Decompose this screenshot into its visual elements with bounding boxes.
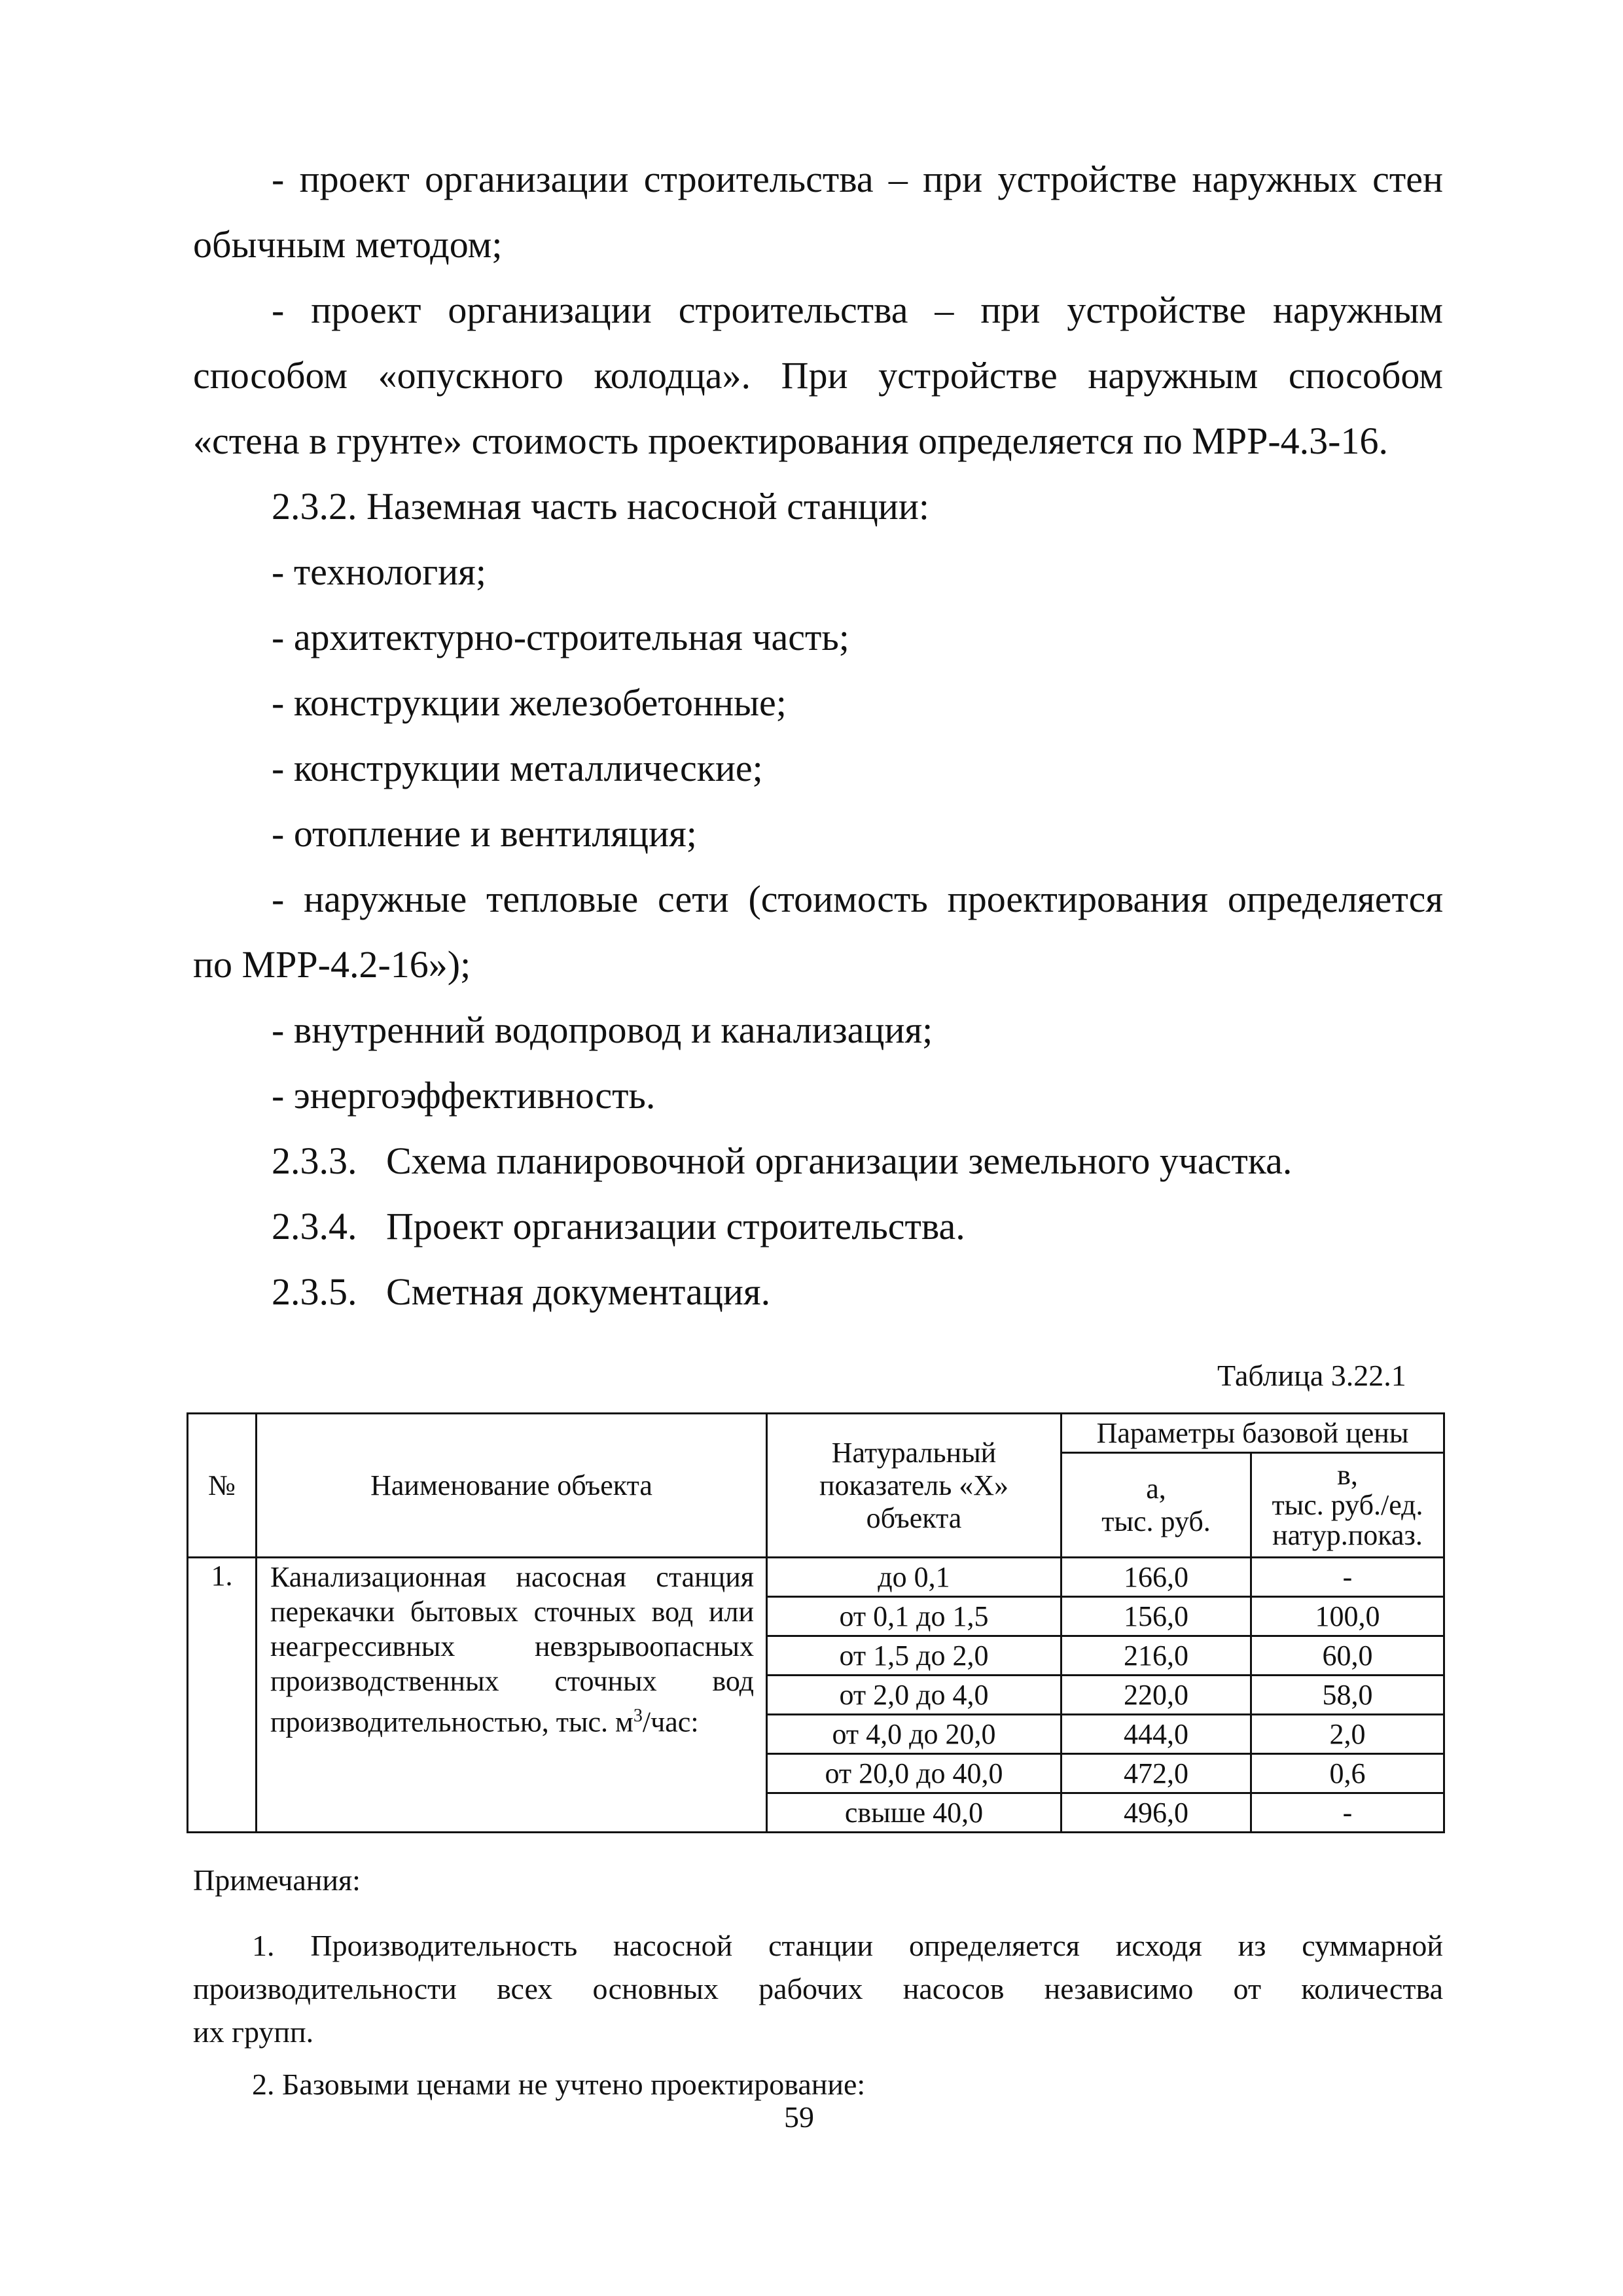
price-b-cell: 58,0 bbox=[1251, 1676, 1444, 1715]
paragraph-line: способом «опускного колодца». При устройстве наружным способом bbox=[193, 354, 1443, 397]
object-name-text: Канализационная насосная станция перекачки бытовых сточных вод или неагрессивных невзрывоопасных производственных сточных вод производительностью, тыс. м bbox=[270, 1561, 754, 1738]
indicator-cell: от 4,0 до 20,0 bbox=[767, 1715, 1061, 1754]
note-line: их групп. bbox=[193, 2015, 314, 2049]
header-a-line: а, bbox=[1146, 1472, 1166, 1505]
header-no: № bbox=[188, 1414, 257, 1558]
price-b-cell: 0,6 bbox=[1251, 1754, 1444, 1793]
section-heading: Проект организации строительства. bbox=[386, 1205, 965, 1247]
note-line: производительности всех основных рабочих насосов независимо от количества bbox=[193, 1972, 1443, 2005]
header-b-line: в, bbox=[1337, 1458, 1358, 1491]
indicator-cell: от 2,0 до 4,0 bbox=[767, 1676, 1061, 1715]
list-item-continuation: по МРР-4.2-16»); bbox=[193, 943, 471, 986]
header-b-line: тыс. руб./ед. bbox=[1272, 1488, 1423, 1521]
list-item: - отопление и вентиляция; bbox=[272, 812, 697, 855]
paragraph-line: - проект организации строительства – при устройстве наружным bbox=[272, 289, 1443, 331]
price-a-cell: 220,0 bbox=[1061, 1676, 1251, 1715]
price-a-cell: 472,0 bbox=[1061, 1754, 1251, 1793]
price-b-cell: 100,0 bbox=[1251, 1597, 1444, 1636]
object-name-superscript: 3 bbox=[633, 1706, 643, 1726]
note-line: 2. Базовыми ценами не учтено проектирование: bbox=[252, 2068, 866, 2101]
section-number: 2.3.4. bbox=[272, 1205, 357, 1247]
table-caption: Таблица 3.22.1 bbox=[1217, 1359, 1406, 1392]
indicator-cell: от 0,1 до 1,5 bbox=[767, 1597, 1061, 1636]
section-heading: 2.3.2. Наземная часть насосной станции: bbox=[272, 485, 930, 528]
paragraph-line: - проект организации строительства – при устройстве наружных стен bbox=[272, 158, 1443, 200]
list-item: - энергоэффективность. bbox=[272, 1074, 656, 1117]
header-params: Параметры базовой цены bbox=[1061, 1414, 1444, 1453]
price-a-cell: 444,0 bbox=[1061, 1715, 1251, 1754]
list-item: - архитектурно-строительная часть; bbox=[272, 616, 849, 658]
price-b-cell: - bbox=[1251, 1793, 1444, 1833]
price-a-cell: 216,0 bbox=[1061, 1636, 1251, 1676]
note-line: 1. Производительность насосной станции определяется исходя из суммарной bbox=[252, 1929, 1443, 1962]
notes-title: Примечания: bbox=[193, 1863, 361, 1897]
price-a-cell: 166,0 bbox=[1061, 1558, 1251, 1597]
price-b-cell: - bbox=[1251, 1558, 1444, 1597]
page-number: 59 bbox=[784, 2100, 814, 2134]
paragraph-line: «стена в грунте» стоимость проектирования определяется по МРР-4.3-16. bbox=[193, 420, 1388, 462]
indicator-cell: от 20,0 до 40,0 bbox=[767, 1754, 1061, 1793]
price-b-cell: 2,0 bbox=[1251, 1715, 1444, 1754]
indicator-cell: свыше 40,0 bbox=[767, 1793, 1061, 1833]
price-a-cell: 496,0 bbox=[1061, 1793, 1251, 1833]
list-item: - наружные тепловые сети (стоимость проектирования определяется bbox=[272, 878, 1443, 920]
object-name bbox=[257, 1558, 767, 1833]
header-indicator: Натуральный показатель «Х» объекта bbox=[767, 1414, 1061, 1558]
section-heading: Сметная документация. bbox=[386, 1270, 771, 1313]
object-name-tail: /час: bbox=[642, 1706, 699, 1738]
indicator-cell: от 1,5 до 2,0 bbox=[767, 1636, 1061, 1676]
price-table bbox=[187, 1412, 1445, 1833]
price-b-cell: 60,0 bbox=[1251, 1636, 1444, 1676]
header-a-line: тыс. руб. bbox=[1101, 1505, 1211, 1537]
section-heading: Схема планировочной организации земельного участка. bbox=[386, 1139, 1293, 1182]
header-b-line: натур.показ. bbox=[1272, 1518, 1423, 1551]
section-number: 2.3.3. bbox=[272, 1139, 357, 1182]
header-b bbox=[1251, 1453, 1444, 1558]
header-name: Наименование объекта bbox=[257, 1414, 767, 1558]
list-item: - конструкции железобетонные; bbox=[272, 681, 787, 724]
list-item: - внутренний водопровод и канализация; bbox=[272, 1009, 933, 1051]
section-number: 2.3.5. bbox=[272, 1270, 357, 1313]
list-item: - конструкции металлические; bbox=[272, 747, 763, 789]
indicator-cell: до 0,1 bbox=[767, 1558, 1061, 1597]
price-a-cell: 156,0 bbox=[1061, 1597, 1251, 1636]
list-item: - технология; bbox=[272, 550, 486, 593]
row-number: 1. bbox=[188, 1558, 257, 1833]
header-a bbox=[1061, 1453, 1251, 1558]
paragraph-line: обычным методом; bbox=[193, 223, 503, 266]
